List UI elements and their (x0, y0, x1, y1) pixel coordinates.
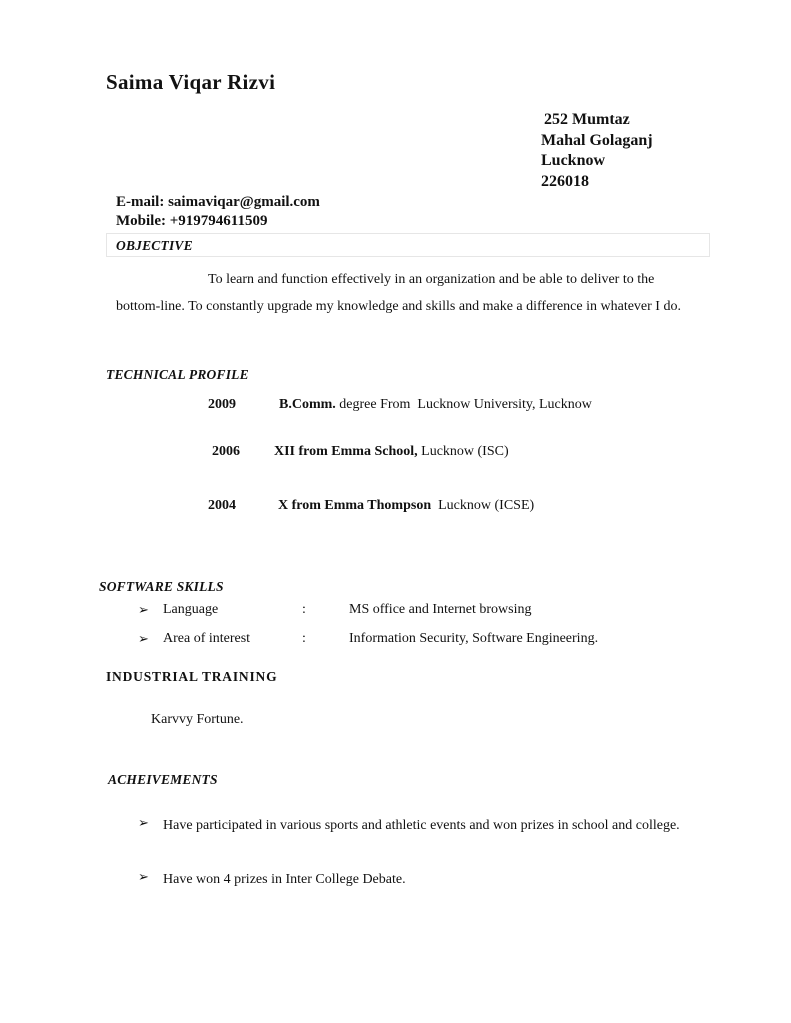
arrow-bullet-icon: ➢ (138, 602, 149, 617)
education-row (212, 444, 509, 460)
software-skills-heading: SOFTWARE SKILLS (99, 579, 224, 594)
education-year: 2009 (208, 397, 236, 412)
skill-value: MS office and Internet browsing (349, 602, 532, 617)
education-degree: XII from Emma School, (274, 444, 418, 459)
education-year: 2004 (208, 498, 236, 513)
industrial-training-heading: INDUSTRIAL TRAINING (106, 669, 278, 684)
achievement-item (138, 812, 698, 868)
education-detail: Lucknow (ICSE) (431, 498, 535, 513)
achievement-text: Have participated in various sports and athletic events and won prizes in school and college. (163, 818, 680, 833)
objective-heading: OBJECTIVE (116, 238, 193, 253)
arrow-bullet-icon: ➢ (138, 631, 149, 646)
skill-label: Language (163, 602, 219, 617)
arrow-bullet-icon: ➢ (138, 815, 149, 830)
email-line: E-mail: saimaviqar@gmail.com (116, 194, 320, 210)
industrial-training-text: Karvvy Fortune. (151, 712, 244, 727)
contact-block (116, 193, 320, 231)
education-degree: B.Comm. (279, 397, 336, 412)
skill-colon: : (302, 631, 306, 646)
education-row (208, 397, 592, 413)
skill-label: Area of interest (163, 631, 251, 646)
skill-item (138, 631, 638, 651)
achievements-heading: ACHEIVEMENTS (108, 772, 218, 787)
objective-text: To learn and function effectively in an organization and be able to deliver to the bottom-line. To constantly upgrade my knowledge and skills and make a difference in whatever I do. (116, 272, 681, 314)
address-line-2: Mahal Golaganj (541, 131, 653, 149)
education-detail: degree From Lucknow University, Lucknow (335, 397, 592, 412)
objective-heading-bar (106, 233, 710, 257)
address-line-1: 252 Mumtaz (544, 111, 630, 128)
mobile-line: Mobile: +919794611509 (116, 213, 268, 229)
technical-profile-heading: TECHNICAL PROFILE (106, 367, 249, 382)
education-year: 2006 (212, 444, 240, 459)
skill-item (138, 602, 638, 622)
skill-colon: : (302, 602, 306, 617)
address-block (541, 110, 653, 192)
arrow-bullet-icon: ➢ (138, 869, 149, 884)
education-row (208, 498, 534, 514)
achievement-text: Have won 4 prizes in Inter College Debate. (163, 872, 406, 887)
education-degree: X from Emma Thompson (278, 498, 432, 513)
candidate-name: Saima Viqar Rizvi (106, 70, 276, 94)
address-line-3: Lucknow (541, 152, 606, 169)
address-line-4: 226018 (541, 172, 589, 190)
skill-value: Information Security, Software Engineering. (349, 631, 599, 646)
education-detail: Lucknow (ISC) (417, 444, 509, 459)
objective-paragraph (116, 267, 696, 320)
achievement-item (138, 866, 698, 894)
